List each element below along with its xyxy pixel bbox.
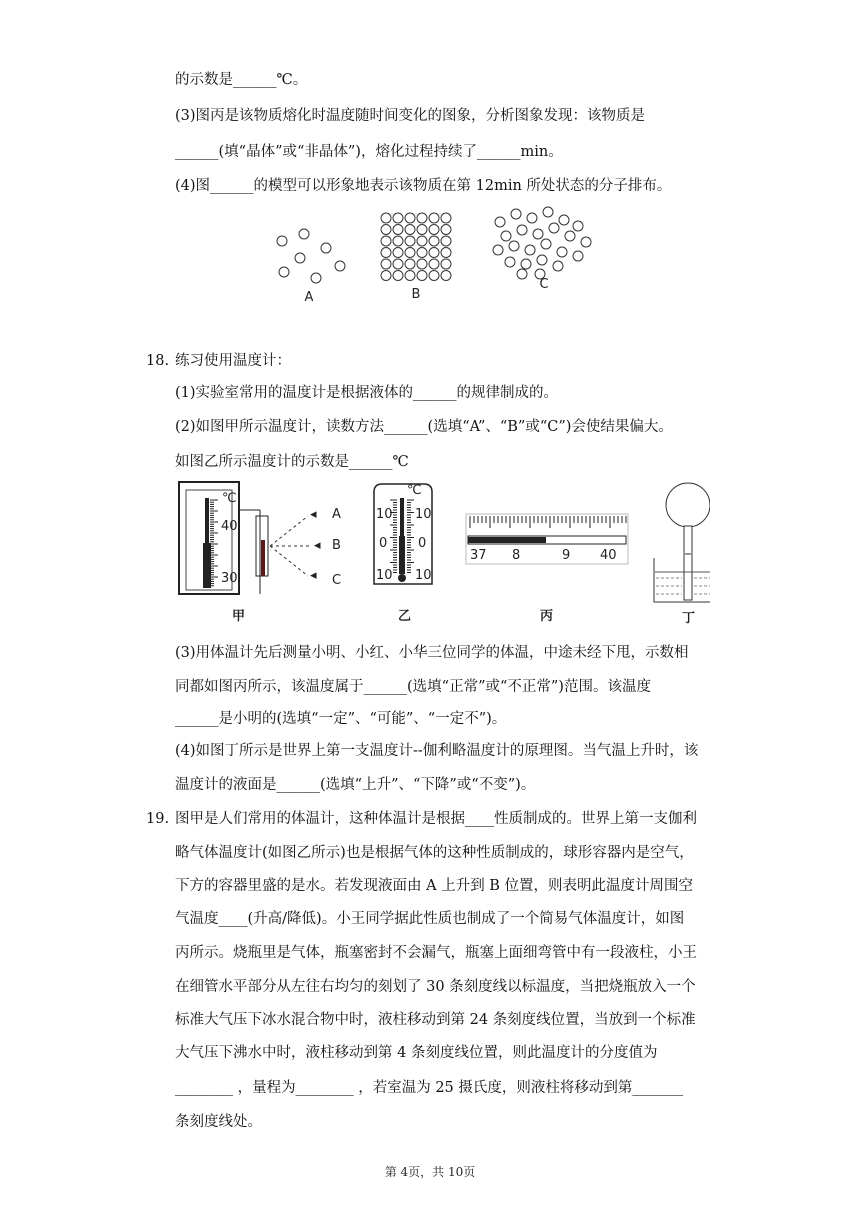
- q17-line-1: 的示数是______℃。: [175, 72, 308, 88]
- q18-line-1: 练习使用温度计：: [175, 353, 291, 369]
- bing-tick-37: 37: [470, 548, 487, 563]
- caption-yi: 乙: [398, 609, 412, 624]
- q19-line-7: 标准大气压下冰水混合物中时，液柱移动到第 24 条刻度线位置，当放到一个标准: [175, 1012, 696, 1028]
- q19-line-2: 略气体温度计(如图乙所示)也是根据气体的这种性质制成的，球形容器内是空气，: [175, 845, 694, 861]
- q18-line-8: (4)如图丁所示是世界上第一支温度计--伽利略温度计的原理图。当气温上升时，该: [175, 743, 699, 759]
- q19-line-3: 下方的容器里盛的是水。若发现液面由 A 上升到 B 位置，则表明此温度计周围空: [175, 878, 694, 894]
- q17-line-3: ______(填“晶体”或“非晶体”)，熔化过程持续了______min。: [175, 144, 563, 160]
- q19-line-9: ________ ，量程为________ ，若室温为 25 摄氏度，则液柱将移动到第_______: [175, 1080, 684, 1096]
- yi-tick-left-10b: 10: [376, 568, 393, 583]
- jia-tick-40: 40: [221, 519, 238, 534]
- molecule-label-a: A: [304, 290, 314, 304]
- caption-bing: 丙: [540, 609, 554, 624]
- q18-line-7: ______是小明的(选填“一定”、“可能”、“一定不”)。: [175, 711, 507, 727]
- bing-tick-9: 9: [562, 548, 571, 563]
- q19-line-5: 丙所示。烧瓶里是气体，瓶塞密封不会漏气，瓶塞上面细弯管中有一段液柱，小王: [175, 945, 697, 961]
- q18-line-3: (2)如图甲所示温度计，读数方法______(选填“A”、“B”或“C”)会使结果偏大。: [175, 419, 673, 435]
- q18-line-6: 同都如图丙所示，该温度属于______(选填“正常”或“不正常”)范围。该温度: [175, 679, 651, 695]
- svg-text:◂: ◂: [314, 538, 321, 553]
- q17-line-2: (3)图丙是该物质熔化时温度随时间变化的图象，分析图象发现：该物质是: [175, 108, 646, 124]
- bing-tick-40: 40: [600, 548, 617, 563]
- eye-label-c: C: [332, 573, 342, 588]
- caption-jia: 甲: [232, 609, 246, 624]
- figure-ding: [654, 483, 710, 626]
- q19-line-10: 条刻度线处。: [175, 1114, 262, 1130]
- q19-number: 19.: [146, 811, 170, 827]
- caption-ding: 丁: [682, 611, 696, 626]
- q18-line-9: 温度计的液面是______(选填“上升”、“下降”或“不变”)。: [175, 777, 536, 793]
- jia-tick-30: 30: [221, 571, 238, 586]
- molecule-label-b: B: [411, 287, 421, 302]
- svg-text:◂: ◂: [310, 507, 317, 522]
- yi-tick-right-0: 0: [418, 536, 427, 551]
- molecule-label-c: C: [539, 277, 549, 292]
- q19-line-1: 图甲是人们常用的体温计，这种体温计是根据____性质制成的。世界上第一支伽利: [175, 811, 697, 827]
- q17-line-4: (4)图______的模型可以形象地表示该物质在第 12min 所处状态的分子排布。: [175, 178, 672, 194]
- q19-line-8: 大气压下沸水中时，液柱移动到第 4 条刻度线位置，则此温度计的分度值为: [175, 1045, 658, 1061]
- figure-yi: [374, 483, 432, 624]
- eye-label-a: A: [332, 507, 341, 522]
- yi-tick-left-10: 10: [376, 507, 393, 522]
- bing-tick-8: 8: [512, 548, 521, 563]
- q19-line-4: 气温度____(升高/降低)。小王同学据此性质也制成了一个简易气体温度计，如图: [175, 911, 685, 927]
- eye-label-b: B: [332, 538, 341, 553]
- thermometer-figures: [170, 478, 710, 626]
- page-footer: 第 4页，共 10页: [384, 1165, 476, 1179]
- molecule-figure: [260, 204, 600, 304]
- svg-text:◂: ◂: [310, 568, 317, 583]
- yi-unit: ℃: [407, 483, 422, 498]
- jia-unit: ℃: [222, 491, 237, 506]
- yi-tick-left-0: 0: [379, 536, 388, 551]
- figure-jia: [179, 482, 341, 624]
- yi-tick-right-10: 10: [415, 507, 432, 522]
- yi-tick-right-10b: 10: [415, 568, 432, 583]
- figure-bing: [466, 514, 628, 624]
- q18-line-2: (1)实验室常用的温度计是根据液体的______的规律制成的。: [175, 385, 559, 401]
- q18-number: 18.: [146, 353, 170, 369]
- q18-line-4: 如图乙所示温度计的示数是______℃: [175, 454, 409, 470]
- q19-line-6: 在细管水平部分从左往右均匀的刻划了 30 条刻度线以标温度，当把烧瓶放入一个: [175, 979, 696, 995]
- q18-line-5: (3)用体温计先后测量小明、小红、小华三位同学的体温，中途未经下甩，示数相: [175, 645, 689, 661]
